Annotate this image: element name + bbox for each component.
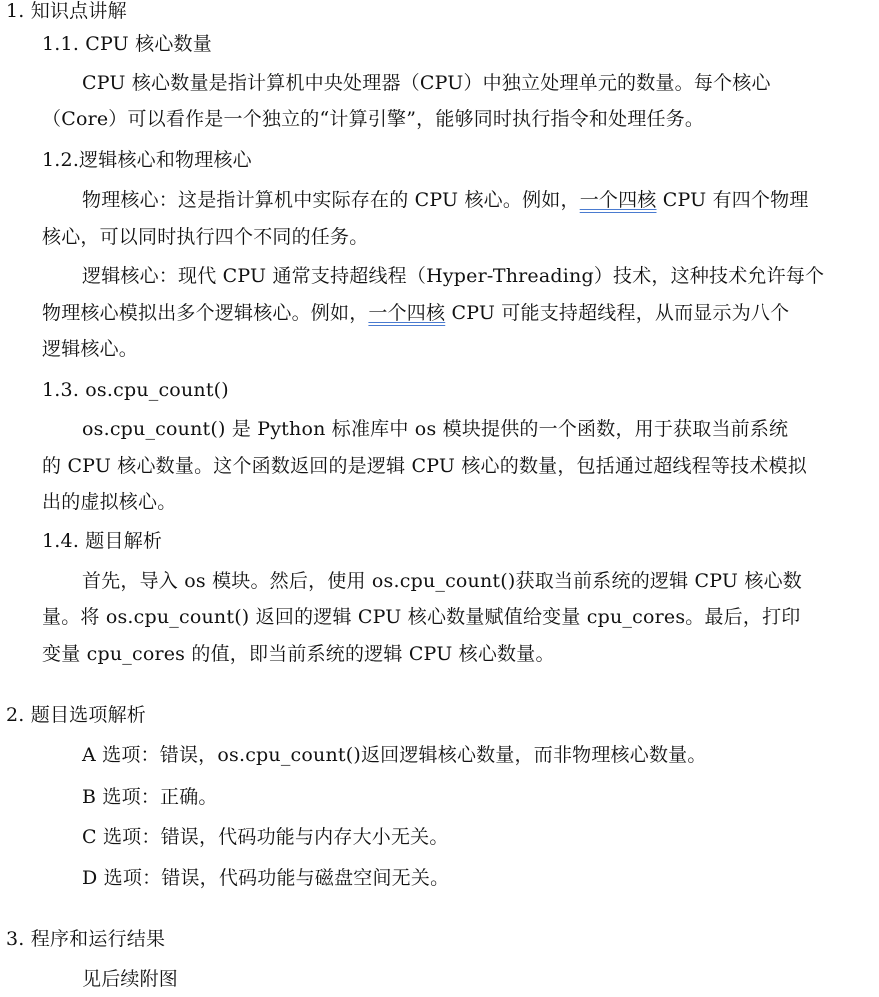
paragraph-line: 逻辑核心：现代 CPU 通常支持超线程（Hyper-Threading）技术，这种技术允许每个 [82,265,825,287]
section-2-heading: 2. 题目选项解析 [6,704,146,726]
underlined-term: 一个四核 [368,302,446,324]
paragraph-line: os.cpu_count() 是 Python 标准库中 os 模块提供的一个函数，用于获取当前系统 [82,418,789,440]
underlined-term: 一个四核 [579,189,657,211]
text-run: 物理核心模拟出多个逻辑核心。例如， [42,302,369,324]
see-appendix-text: 见后续附图 [82,968,179,990]
option-line: A 选项：错误，os.cpu_count()返回逻辑核心数量，而非物理核心数量。 [82,744,707,766]
paragraph-line: 变量 cpu_cores 的值，即当前系统的逻辑 CPU 核心数量。 [42,643,555,665]
text-run: CPU 有四个物理 [656,189,809,211]
paragraph-line: 逻辑核心。 [42,338,139,360]
section-3-heading: 3. 程序和运行结果 [6,928,166,950]
section-1-1-heading: 1.1. CPU 核心数量 [42,33,212,55]
section-1-4-heading: 1.4. 题目解析 [42,530,163,552]
section-1-2-heading: 1.2.逻辑核心和物理核心 [42,149,252,171]
paragraph-line: 首先，导入 os 模块。然后，使用 os.cpu_count()获取当前系统的逻辑 CPU 核心数 [82,570,802,592]
text-run: 物理核心：这是指计算机中实际存在的 CPU 核心。例如， [82,189,580,211]
option-line: D 选项：错误，代码功能与磁盘空间无关。 [82,867,450,889]
option-line: C 选项：错误，代码功能与内存大小无关。 [82,826,449,848]
section-1-heading: 1. 知识点讲解 [6,0,127,22]
paragraph-line: 量。将 os.cpu_count() 返回的逻辑 CPU 核心数量赋值给变量 cpu_cores。最后，打印 [42,606,801,628]
paragraph-line [82,187,809,213]
paragraph-line: 的 CPU 核心数量。这个函数返回的是逻辑 CPU 核心的数量，包括通过超线程等技术模拟 [42,455,807,477]
paragraph-line: CPU 核心数量是指计算机中央处理器（CPU）中独立处理单元的数量。每个核心 [82,72,771,94]
text-run: CPU 可能支持超线程，从而显示为八个 [445,302,790,324]
paragraph-line [42,300,789,326]
option-line: B 选项：正确。 [82,786,218,808]
section-1-3-heading: 1.3. os.cpu_count() [42,379,229,401]
paragraph-line: 出的虚拟核心。 [42,491,177,513]
paragraph-line: 核心，可以同时执行四个不同的任务。 [42,226,369,248]
paragraph-line: （Core）可以看作是一个独立的“计算引擎”，能够同时执行指令和处理任务。 [42,108,705,130]
